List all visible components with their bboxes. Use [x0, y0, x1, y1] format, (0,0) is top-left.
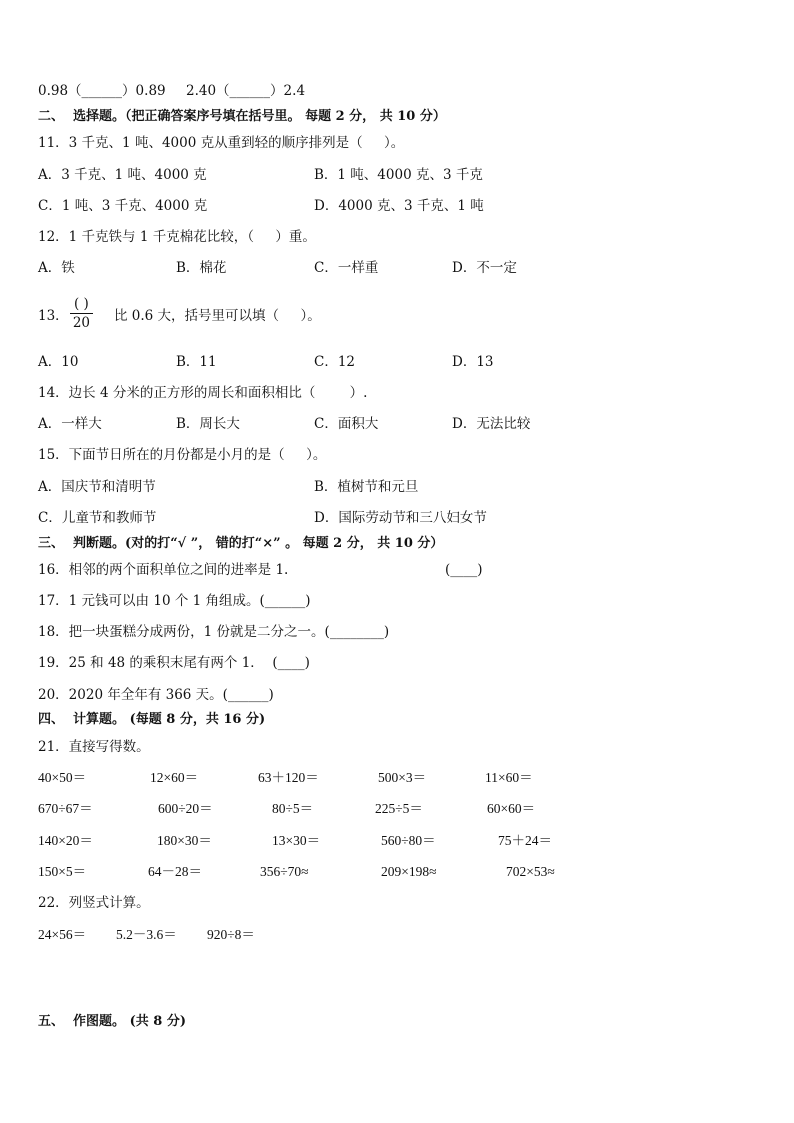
calc-item: 40×50＝	[38, 770, 87, 785]
section-4-title: 四、 计算题。 (每题 8 分，共 16 分)	[38, 712, 266, 727]
calc-item: 225÷5＝	[375, 801, 423, 816]
q13-option-b: B．11	[176, 354, 217, 370]
question-21: 21．直接写得数。	[38, 739, 150, 755]
calc-item: 80÷5＝	[272, 801, 314, 816]
section-2-title: 二、 选择题。（把正确答案序号填在括号里。 每题 2 分， 共 10 分）	[38, 109, 446, 124]
calc-item: 63＋120＝	[258, 770, 319, 785]
question-20: 20．2020 年全年有 366 天。(______)	[38, 687, 274, 703]
calc-item: 13×30＝	[272, 833, 321, 848]
calc-item: 12×60＝	[150, 770, 199, 785]
calc-item: 560÷80＝	[381, 833, 436, 848]
q14-option-b: B．周长大	[176, 416, 240, 432]
calc-item: 180×30＝	[157, 833, 212, 848]
compare-item-2: 2.40（______）2.4	[186, 83, 306, 99]
q11-option-a: A．3 千克、1 吨、4000 克	[38, 167, 207, 183]
calc-item: 356÷70≈	[260, 864, 309, 879]
question-11: 11．3 千克、1 吨、4000 克从重到轻的顺序排列是（ ）。	[38, 135, 405, 151]
question-16: 16．相邻的两个面积单位之间的进率是 1.	[38, 562, 289, 578]
q12-option-c: C．一样重	[314, 260, 379, 276]
fraction-numerator: ( )	[70, 296, 93, 314]
q15-option-b: B．植树节和元旦	[314, 479, 419, 495]
q14-option-d: D．无法比较	[452, 416, 531, 432]
question-13-text: 比 0.6 大，括号里可以填（ ）。	[114, 308, 321, 324]
question-12: 12．1 千克铁与 1 千克棉花比较，（ ）重。	[38, 229, 316, 245]
question-19: 19．25 和 48 的乘积末尾有两个 1． (____)	[38, 655, 310, 671]
q13-option-a: A．10	[38, 354, 79, 370]
question-13-prefix: 13．	[38, 308, 69, 324]
q11-option-d: D．4000 克、3 千克、1 吨	[314, 198, 484, 214]
calc-item: 11×60＝	[485, 770, 533, 785]
calc-item: 64－28＝	[148, 864, 202, 879]
q15-option-d: D．国际劳动节和三八妇女节	[314, 510, 487, 526]
q14-option-c: C．面积大	[314, 416, 379, 432]
q13-option-d: D．13	[452, 354, 494, 370]
calc-item: 702×53≈	[506, 864, 555, 879]
question-14: 14．边长 4 分米的正方形的周长和面积相比（ ）.	[38, 385, 368, 401]
question-17: 17．1 元钱可以由 10 个 1 角组成。(______)	[38, 593, 311, 609]
q11-option-b: B．1 吨、4000 克、3 千克	[314, 167, 483, 183]
vertical-calc-item: 5.2－3.6＝	[116, 927, 177, 942]
section-3-title: 三、 判断题。(对的打“√ ”， 错的打“×” 。 每题 2 分， 共 10 分）	[38, 536, 444, 551]
vertical-calc-item: 24×56＝	[38, 927, 87, 942]
q13-option-c: C．12	[314, 354, 356, 370]
compare-item-1: 0.98（______）0.89	[38, 83, 166, 99]
q12-option-b: B．棉花	[176, 260, 227, 276]
calc-item: 140×20＝	[38, 833, 93, 848]
q15-option-a: A．国庆节和清明节	[38, 479, 156, 495]
question-22: 22．列竖式计算。	[38, 895, 150, 911]
vertical-calc-item: 920÷8＝	[207, 927, 255, 942]
question-13-fraction	[70, 296, 93, 332]
q14-option-a: A．一样大	[38, 416, 102, 432]
calc-item: 600÷20＝	[158, 801, 213, 816]
question-15: 15．下面节日所在的月份都是小月的是（ ）。	[38, 447, 327, 463]
calc-item: 150×5＝	[38, 864, 87, 879]
fraction-denominator: 20	[72, 315, 90, 331]
question-16-blank: (____)	[445, 562, 483, 578]
q15-option-c: C．儿童节和教师节	[38, 510, 157, 526]
section-5-title: 五、 作图题。 (共 8 分)	[38, 1014, 186, 1029]
calc-item: 75＋24＝	[498, 833, 552, 848]
calc-item: 209×198≈	[381, 864, 437, 879]
calc-item: 60×60＝	[487, 801, 536, 816]
q12-option-a: A．铁	[38, 260, 75, 276]
q12-option-d: D．不一定	[452, 260, 517, 276]
question-18: 18．把一块蛋糕分成两份，1 份就是二分之一。(________)	[38, 624, 390, 640]
q11-option-c: C．1 吨、3 千克、4000 克	[38, 198, 208, 214]
calc-item: 670÷67＝	[38, 801, 93, 816]
calc-item: 500×3＝	[378, 770, 427, 785]
